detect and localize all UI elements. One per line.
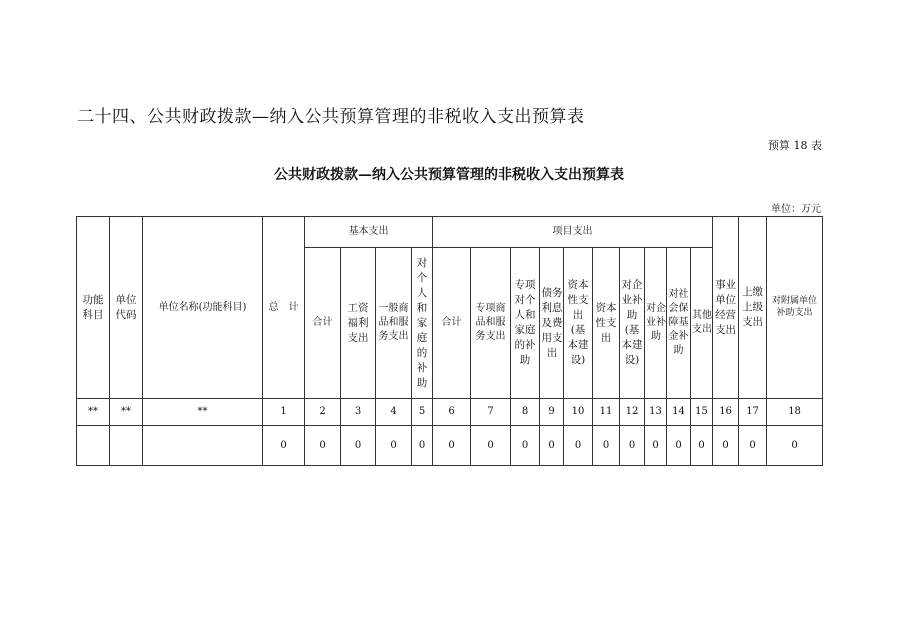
data-cell: 0 [739,426,767,466]
header-basic-group: 基本支出 [305,217,433,248]
index-cell: 7 [471,399,511,426]
index-cell: ** [143,399,263,426]
header-capital: 资本性支出 [593,248,620,399]
index-cell: 12 [620,399,645,426]
index-cell: 9 [540,399,564,426]
header-project-group: 项目支出 [433,217,713,248]
table-code: 预算 18 表 [768,139,822,152]
index-cell: 1 [263,399,305,426]
header-row-1 [77,217,823,248]
header-unit-name: 单位名称(功能科目) [143,217,263,399]
index-cell: 2 [305,399,341,426]
budget-table [76,216,823,466]
data-cell: 0 [376,426,412,466]
data-cell: 0 [263,426,305,466]
data-cell: 0 [305,426,341,466]
header-other: 其他支出 [691,248,713,399]
index-cell: 5 [412,399,433,426]
unit-label: 单位：万元 [771,204,821,215]
header-business: 事业单位经营支出 [713,217,739,399]
data-cell: 0 [341,426,376,466]
header-enterprise-construction: 对企业补助(基本建设) [620,248,645,399]
header-unit-code: 单位代码 [110,217,143,399]
index-cell: 6 [433,399,471,426]
header-wages: 工资福利支出 [341,248,376,399]
index-cell: 4 [376,399,412,426]
header-goods-services: 一般商品和服务支出 [376,248,412,399]
header-superior: 上缴上级支出 [739,217,767,399]
data-cell: 0 [645,426,667,466]
data-cell: 0 [713,426,739,466]
index-cell: 10 [564,399,593,426]
header-affiliated: 对附属单位补助支出 [767,217,823,399]
data-cell: 0 [767,426,823,466]
index-cell: 13 [645,399,667,426]
header-proj-personal: 专项对个人和家庭的补助 [511,248,540,399]
index-cell: 3 [341,399,376,426]
data-cell: 0 [471,426,511,466]
index-cell: 15 [691,399,713,426]
data-cell: 0 [433,426,471,466]
table-title: 公共财政拨款—纳入公共预算管理的非税收入支出预算表 [274,167,624,183]
data-cell: 0 [667,426,691,466]
data-cell: 0 [511,426,540,466]
index-cell: 16 [713,399,739,426]
header-basic-total: 合计 [305,248,341,399]
header-proj-goods: 专项商品和服务支出 [471,248,511,399]
data-row [77,426,823,466]
header-func-subject: 功能科目 [77,217,110,399]
header-capital-construction: 资本性支出(基本建设) [564,248,593,399]
index-cell: 14 [667,399,691,426]
header-debt-interest: 债务利息及费用支出 [540,248,564,399]
header-personal-subsidy: 对个人和家庭的补助 [412,248,433,399]
header-enterprise-subsidy: 对企业补助 [645,248,667,399]
section-heading: 二十四、公共财政拨款—纳入公共预算管理的非税收入支出预算表 [77,107,585,127]
index-cell: 18 [767,399,823,426]
index-cell: 17 [739,399,767,426]
index-cell: 11 [593,399,620,426]
index-cell: ** [110,399,143,426]
data-cell [110,426,143,466]
data-cell [143,426,263,466]
data-cell: 0 [593,426,620,466]
index-cell: 8 [511,399,540,426]
header-social-security: 对社会保障基金补助 [667,248,691,399]
index-row [77,399,823,426]
data-cell: 0 [620,426,645,466]
header-total: 总 计 [263,217,305,399]
index-cell: ** [77,399,110,426]
data-cell: 0 [540,426,564,466]
data-cell: 0 [564,426,593,466]
data-cell: 0 [691,426,713,466]
header-proj-total: 合计 [433,248,471,399]
data-cell: 0 [412,426,433,466]
data-cell [77,426,110,466]
